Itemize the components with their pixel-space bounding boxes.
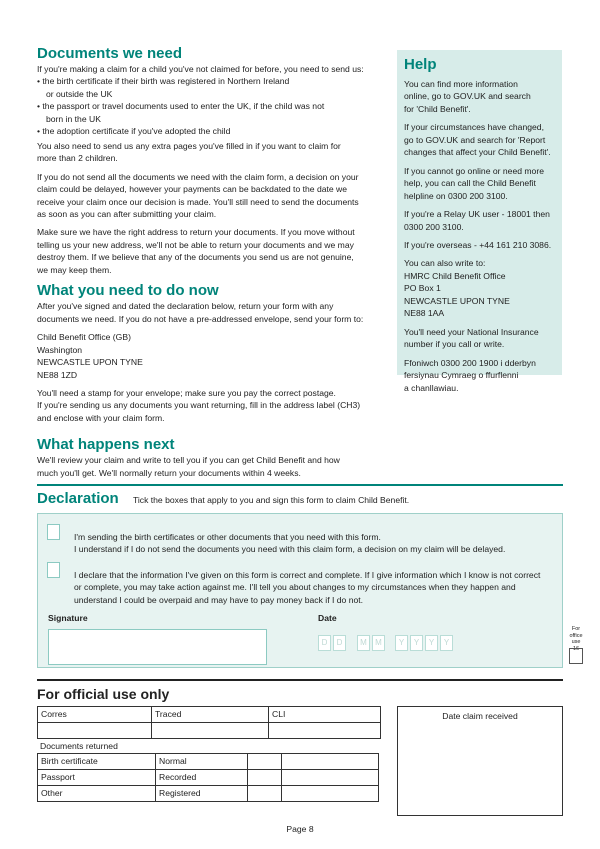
address-line3: NEWCASTLE UPON TYNE xyxy=(37,357,143,368)
documents-we-need-section xyxy=(37,45,389,276)
entry-cell[interactable] xyxy=(248,754,282,770)
bullet-birth-line1: • the birth certificate if their birth was registered in Northern Ireland xyxy=(37,76,290,87)
help-p8-line3: a chanllawiau. xyxy=(404,382,459,393)
post-type-cell: Registered xyxy=(156,786,248,802)
next-line1: We'll review your claim and write to tell you if you can get Child Benefit and how xyxy=(37,455,340,466)
documents-bullets xyxy=(37,75,389,137)
bullet-adoption: • the adoption certificate if you've adopted the child xyxy=(37,126,231,137)
help-p7-line1: You'll need your National Insurance xyxy=(404,326,539,337)
table-row xyxy=(38,754,379,770)
signature-label: Signature xyxy=(48,613,88,623)
date-day-2[interactable]: D xyxy=(333,635,346,651)
address-line4: NE88 1ZD xyxy=(37,369,78,380)
documents-returned-table xyxy=(37,753,379,802)
note-line2: If you're sending us any documents you want returning, fill in the address label (CH3) xyxy=(37,400,361,411)
note-line3: and enclose with your claim form. xyxy=(37,412,165,423)
help-p6-line4: NEWCASTLE UPON TYNE xyxy=(404,295,510,306)
declaration-item-correct xyxy=(74,569,554,606)
help-heading: Help xyxy=(404,56,437,73)
date-claim-received-label: Date claim received xyxy=(442,711,518,721)
official-use-heading: For official use only xyxy=(37,686,170,702)
office-note-line2: office xyxy=(569,632,583,639)
help-panel xyxy=(397,50,562,393)
item2-line3: understand I could be overpaid and may have to pay money back if I do not. xyxy=(74,594,364,605)
para2-line4: as soon as you can after submitting your claim. xyxy=(37,208,217,219)
declaration-checkbox[interactable] xyxy=(47,562,60,578)
declaration-subtitle: Tick the boxes that apply to you and sign this form to claim Child Benefit. xyxy=(132,495,410,505)
what-next-section xyxy=(37,436,389,479)
date-month-2[interactable]: M xyxy=(372,635,385,651)
entry-cell[interactable] xyxy=(282,786,379,802)
declaration-item-documents xyxy=(74,531,554,556)
date-year-4[interactable]: Y xyxy=(440,635,453,651)
entry-cell[interactable] xyxy=(248,770,282,786)
item2-line1: I declare that the information I've given on this form is correct and complete. If I give information which I know is not correct xyxy=(74,570,541,580)
para2-line3: receive your claim once our decision is made. You'll still need to send the documents xyxy=(37,196,359,207)
address-line1: Child Benefit Office (GB) xyxy=(37,332,131,343)
office-note-line3: use 16 xyxy=(571,639,581,652)
help-p2-line2: go to GOV.UK and search for 'Report xyxy=(404,134,546,145)
help-overseas xyxy=(404,239,555,251)
entry-cell[interactable] xyxy=(282,754,379,770)
para3-line4: we may keep them. xyxy=(37,264,112,275)
official-divider xyxy=(37,679,563,681)
corres-entry[interactable] xyxy=(38,723,152,739)
return-address-paragraph xyxy=(37,226,389,276)
documents-returned-label: Documents returned xyxy=(40,741,118,751)
traced-cell: Traced xyxy=(152,707,269,723)
post-type-cell: Recorded xyxy=(156,770,248,786)
documents-checkbox[interactable] xyxy=(47,524,60,540)
what-next-text xyxy=(37,454,389,479)
date-label: Date xyxy=(318,613,337,623)
intro-line1: After you've signed and dated the declaration below, return your form with any xyxy=(37,301,334,312)
table-row xyxy=(38,707,381,723)
bullet-birth-line2: or outside the UK xyxy=(46,88,113,99)
declaration-divider xyxy=(37,484,563,486)
left-column xyxy=(37,45,389,485)
help-p6-line5: NE88 1AA xyxy=(404,308,445,319)
help-changes xyxy=(404,121,555,158)
traced-entry[interactable] xyxy=(152,723,269,739)
item1-line2: I understand if I do not send the documents you need with this claim form, a decision on my claim will be delayed. xyxy=(74,544,506,555)
table-row xyxy=(38,723,381,739)
doc-type-cell: Other xyxy=(38,786,156,802)
help-p3-line1: If you cannot go online or need more xyxy=(404,165,544,176)
para1-line2: more than 2 children. xyxy=(37,153,118,164)
help-online xyxy=(404,78,555,115)
entry-cell[interactable] xyxy=(282,770,379,786)
bullet-passport-line2: born in the UK xyxy=(46,113,101,124)
para3-line2: telling us your new address, we'll not be able to return your documents and we may xyxy=(37,239,354,250)
para1-line1: You also need to send us any extra pages you've filled in if you want to claim for xyxy=(37,140,341,151)
corres-cell: Corres xyxy=(38,707,152,723)
help-p3-line2: help, you can call the Child Benefit xyxy=(404,178,536,189)
help-p1-line3: for 'Child Benefit'. xyxy=(404,103,471,114)
help-p6-line3: PO Box 1 xyxy=(404,283,441,294)
help-p3-line3: helpline on 0300 200 3100. xyxy=(404,190,508,201)
what-to-do-heading: What you need to do now xyxy=(37,282,219,300)
help-p2-line1: If your circumstances have changed, xyxy=(404,122,544,133)
office-note-line1: For xyxy=(571,626,581,632)
documents-intro: If you're making a claim for a child you've not claimed for before, you need to send us: xyxy=(37,64,364,74)
help-p6-line1: You can also write to: xyxy=(404,258,486,269)
para2-line2: claim could be delayed, however your payments can be backdated to the date we xyxy=(37,184,348,195)
help-p4-line2: 0300 200 3100. xyxy=(404,221,464,232)
help-p1-line1: You can find more information xyxy=(404,79,518,89)
help-p7-line2: number if you call or write. xyxy=(404,339,505,350)
declaration-heading: Declaration xyxy=(37,490,119,507)
help-p1-line2: online, go to GOV.UK and search xyxy=(404,91,531,102)
help-p5-line1: If you're overseas - +44 161 210 3086. xyxy=(404,239,552,250)
declaration-box xyxy=(37,513,563,668)
official-table-top xyxy=(37,706,381,739)
date-claim-received-box[interactable] xyxy=(397,706,563,816)
doc-type-cell: Birth certificate xyxy=(38,754,156,770)
note-line1: You'll need a stamp for your envelope; make sure you pay the correct postage. xyxy=(37,387,336,398)
next-line2: much you'll get. We'll normally return your documents within 4 weeks. xyxy=(37,467,301,478)
intro-line2: documents we need. If you do not have a pre-addressed envelope, send your form to: xyxy=(37,313,364,324)
help-p6-line2: HMRC Child Benefit Office xyxy=(404,270,506,281)
page-number: Page 8 xyxy=(286,824,314,834)
date-day-1[interactable]: D xyxy=(318,635,331,651)
help-relay xyxy=(404,208,555,233)
para3-line3: destroy them. If we believe that any of the documents you send us are not genuine, xyxy=(37,252,354,263)
help-helpline xyxy=(404,165,555,202)
para3-line1: Make sure we have the right address to return your documents. If you move without xyxy=(37,227,355,238)
doc-type-cell: Passport xyxy=(38,770,156,786)
help-welsh xyxy=(404,357,555,394)
cli-cell: CLI xyxy=(269,707,381,723)
help-p4-line1: If you're a Relay UK user - 18001 then xyxy=(404,209,550,220)
declaration-header xyxy=(37,490,563,508)
help-ni-number xyxy=(404,326,555,351)
post-type-cell: Normal xyxy=(156,754,248,770)
what-to-do-section xyxy=(37,282,389,424)
table-row xyxy=(38,786,379,802)
date-year-3[interactable]: Y xyxy=(425,635,438,651)
stamp-note xyxy=(37,387,389,424)
address-line2: Washington xyxy=(37,344,83,355)
what-next-heading: What happens next xyxy=(37,436,175,454)
table-row xyxy=(38,770,379,786)
item1-line1: I'm sending the birth certificates or other documents that you need with this form. xyxy=(74,532,381,542)
office-use-box[interactable] xyxy=(569,648,583,664)
para2-line1: If you do not send all the documents we need with the claim form, a decision on your xyxy=(37,171,359,182)
help-p8-line1: Ffoniwch 0300 200 1900 i dderbyn xyxy=(404,357,536,368)
extra-pages-paragraph xyxy=(37,140,389,165)
date-year-2[interactable]: Y xyxy=(410,635,423,651)
help-p8-line2: fersiynau Cymraeg o ffurflenni xyxy=(404,370,519,381)
date-year-1[interactable]: Y xyxy=(395,635,408,651)
return-address xyxy=(37,331,389,381)
cli-entry[interactable] xyxy=(269,723,381,739)
documents-we-need-heading: Documents we need xyxy=(37,45,183,62)
signature-field[interactable] xyxy=(48,629,267,665)
date-month-1[interactable]: M xyxy=(357,635,370,651)
bullet-passport-line1: • the passport or travel documents used to enter the UK, if the child was not xyxy=(37,101,325,112)
missing-documents-paragraph xyxy=(37,171,389,221)
item2-line2: or complete, you may take action against me. I'll tell you about changes to my circumstances when they happen and xyxy=(74,582,516,593)
what-to-do-intro xyxy=(37,300,389,325)
help-p2-line3: changes that affect your Child Benefit'. xyxy=(404,147,551,158)
entry-cell[interactable] xyxy=(248,786,282,802)
help-write xyxy=(404,257,555,319)
